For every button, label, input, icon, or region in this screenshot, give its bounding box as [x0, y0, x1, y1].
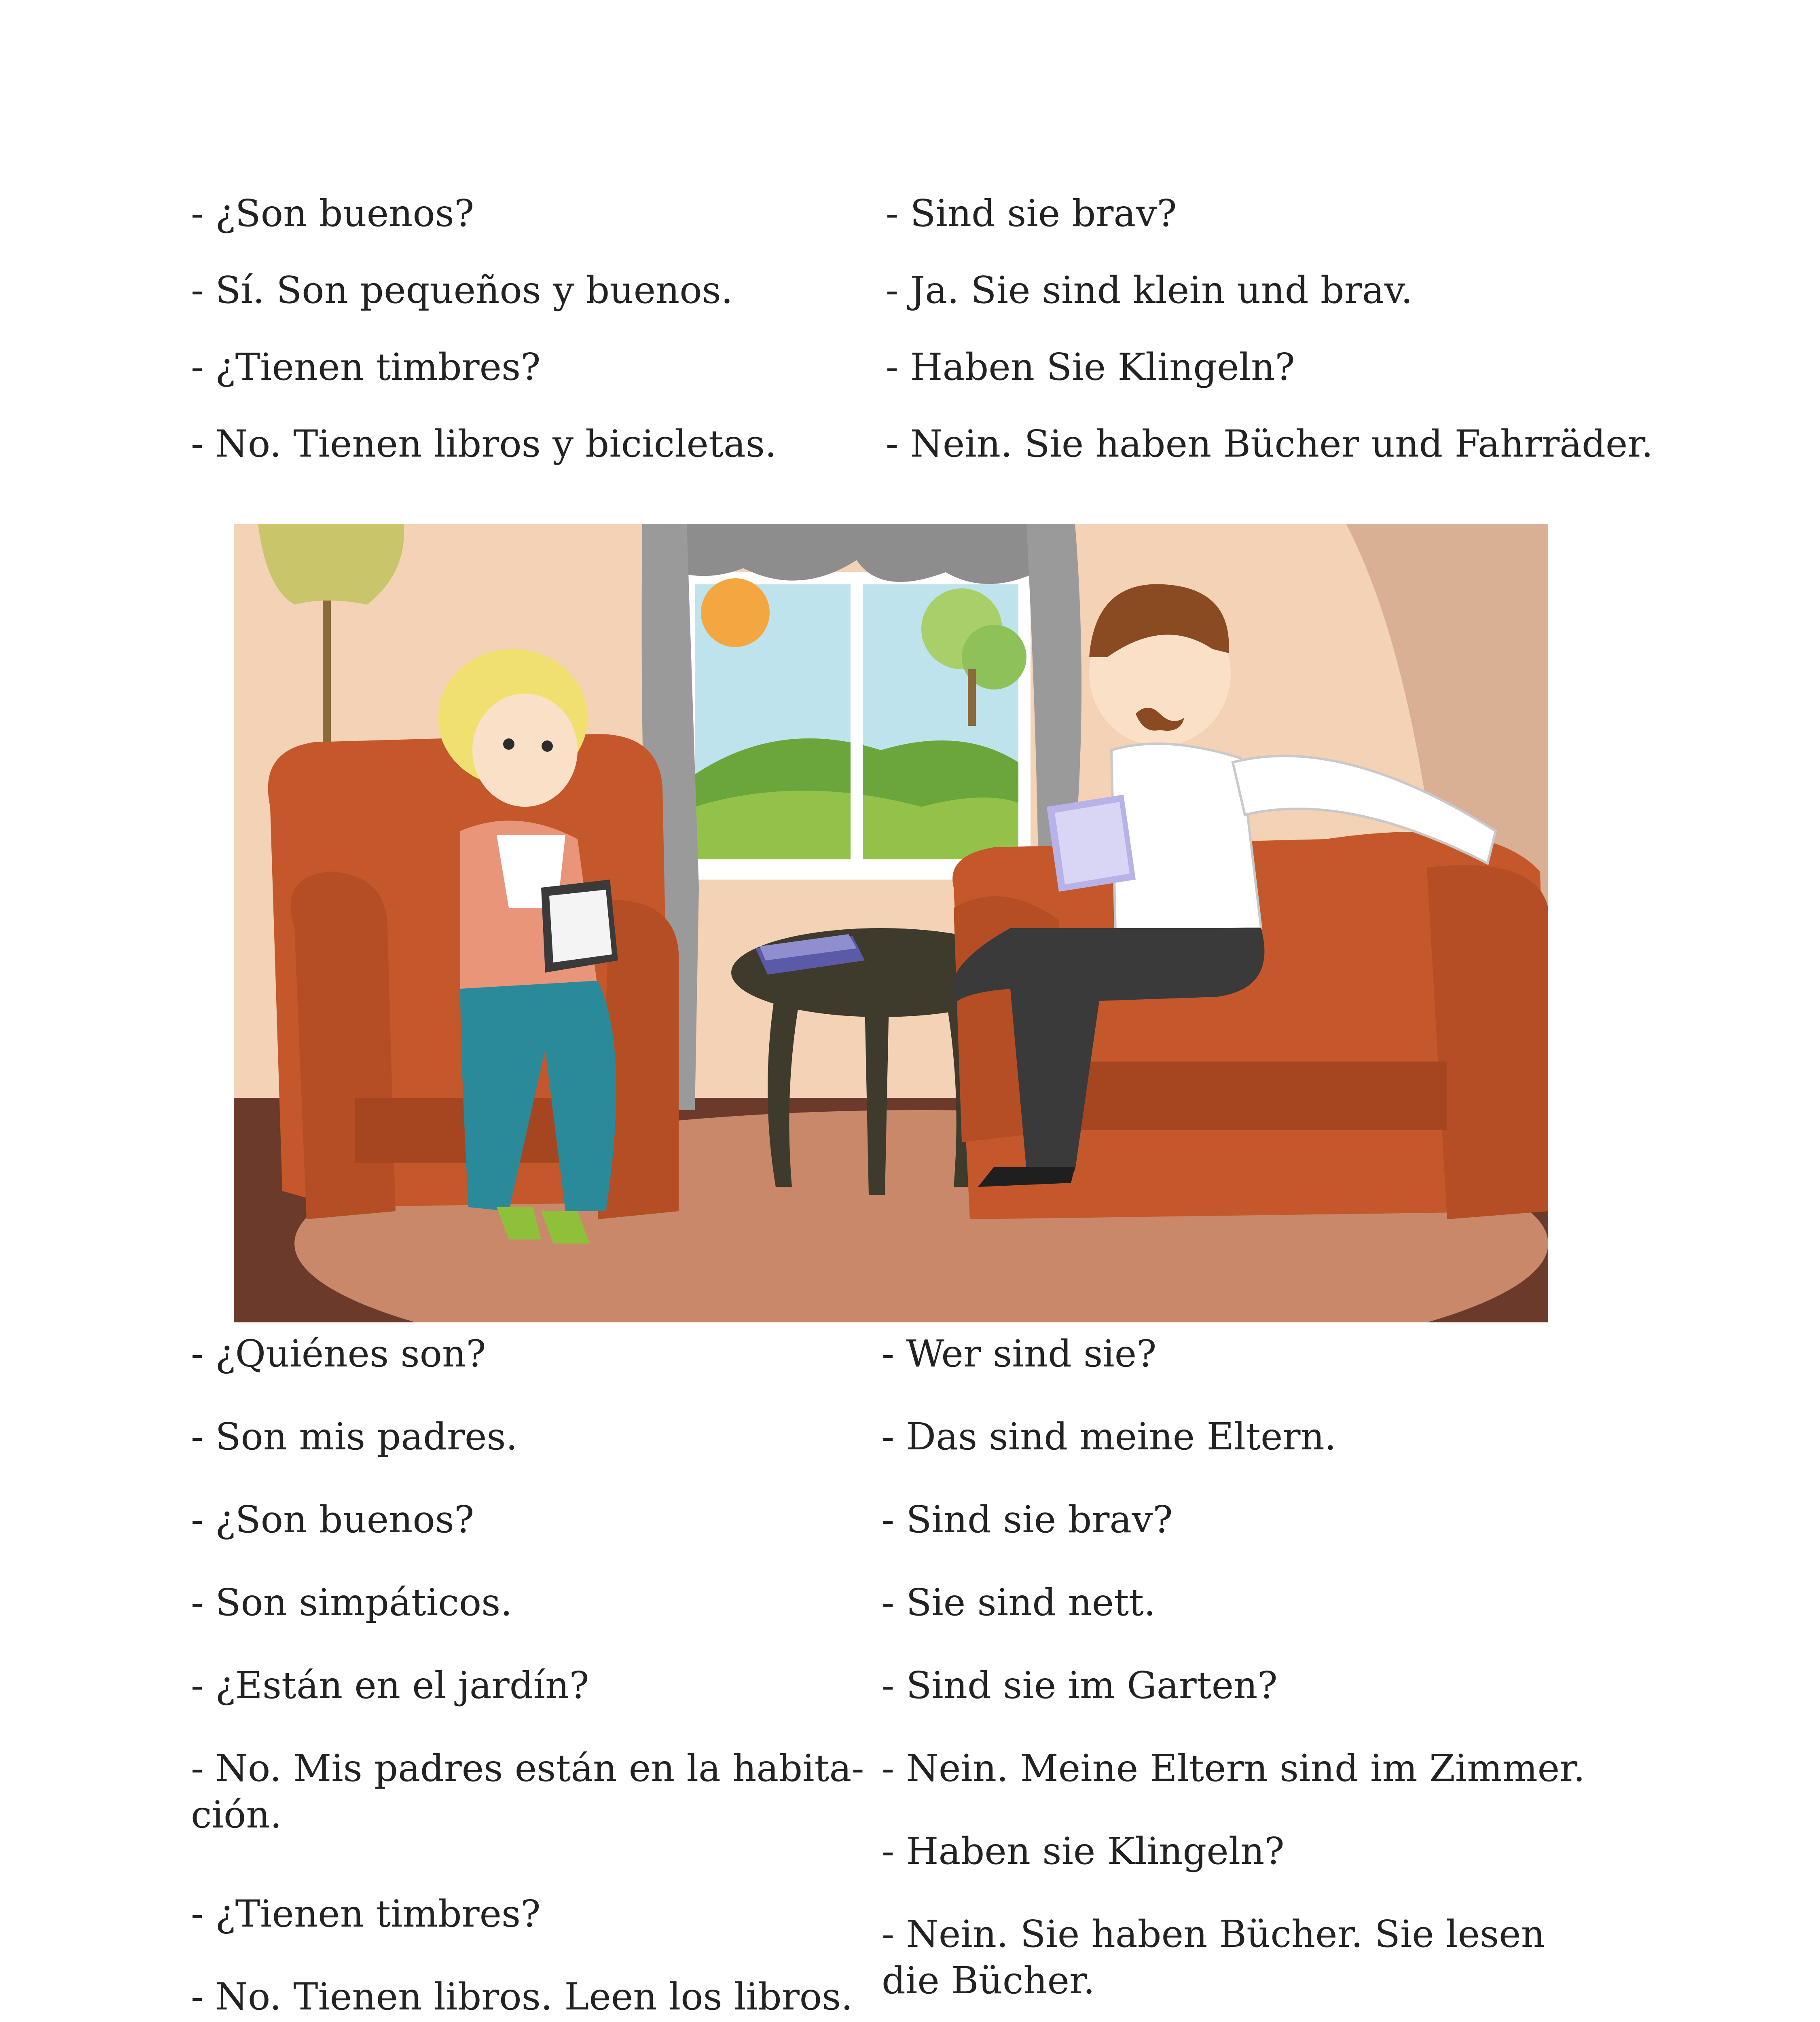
- dialogue-line: - Nein. Meine Eltern sind im Zimmer.: [882, 1747, 1585, 1790]
- dialogue-line: - No. Mis padres están en la habita- ción.: [191, 1747, 864, 1836]
- dialogue-line: - ¿Tienen timbres?: [191, 1892, 541, 1935]
- dialogue-line: - Son simpáticos.: [191, 1581, 512, 1624]
- dialogue-line: - Ja. Sie sind klein und brav.: [886, 269, 1413, 312]
- dialogue-line: - Nein. Sie haben Bücher. Sie lesen die Bücher.: [882, 1912, 1545, 2002]
- dialogue-line: - Haben sie Klingeln?: [882, 1830, 1285, 1873]
- dialogue-line: - Sí. Son pequeños y buenos.: [191, 269, 733, 312]
- living-room-illustration: [234, 524, 1548, 1322]
- dialogue-line: - Son mis padres.: [191, 1415, 518, 1458]
- dialogue-line: - Sind sie im Garten?: [882, 1664, 1278, 1707]
- dialogue-line: - No. Tienen libros y bicicletas.: [191, 422, 777, 465]
- dialogue-line: - Wer sind sie?: [882, 1332, 1157, 1375]
- dialogue-line: - ¿Son buenos?: [191, 1498, 474, 1541]
- dialogue-line: - ¿Quiénes son?: [191, 1332, 486, 1375]
- dialogue-line: - Haben Sie Klingeln?: [886, 345, 1295, 389]
- dialogue-line: - Sie sind nett.: [882, 1581, 1156, 1624]
- dialogue-line: - Nein. Sie haben Bücher und Fahrräder.: [886, 422, 1653, 465]
- dialogue-line: - ¿Tienen timbres?: [191, 345, 541, 389]
- dialogue-line: - No. Tienen libros. Leen los libros.: [191, 1975, 853, 2018]
- window: [683, 572, 1031, 880]
- dialogue-line: - Sind sie brav?: [882, 1498, 1173, 1541]
- dialogue-line: - ¿Son buenos?: [191, 192, 474, 235]
- dialogue-line: - Das sind meine Eltern.: [882, 1415, 1336, 1458]
- dialogue-line: - ¿Están en el jardín?: [191, 1664, 589, 1707]
- dialogue-line: - Sind sie brav?: [886, 192, 1177, 235]
